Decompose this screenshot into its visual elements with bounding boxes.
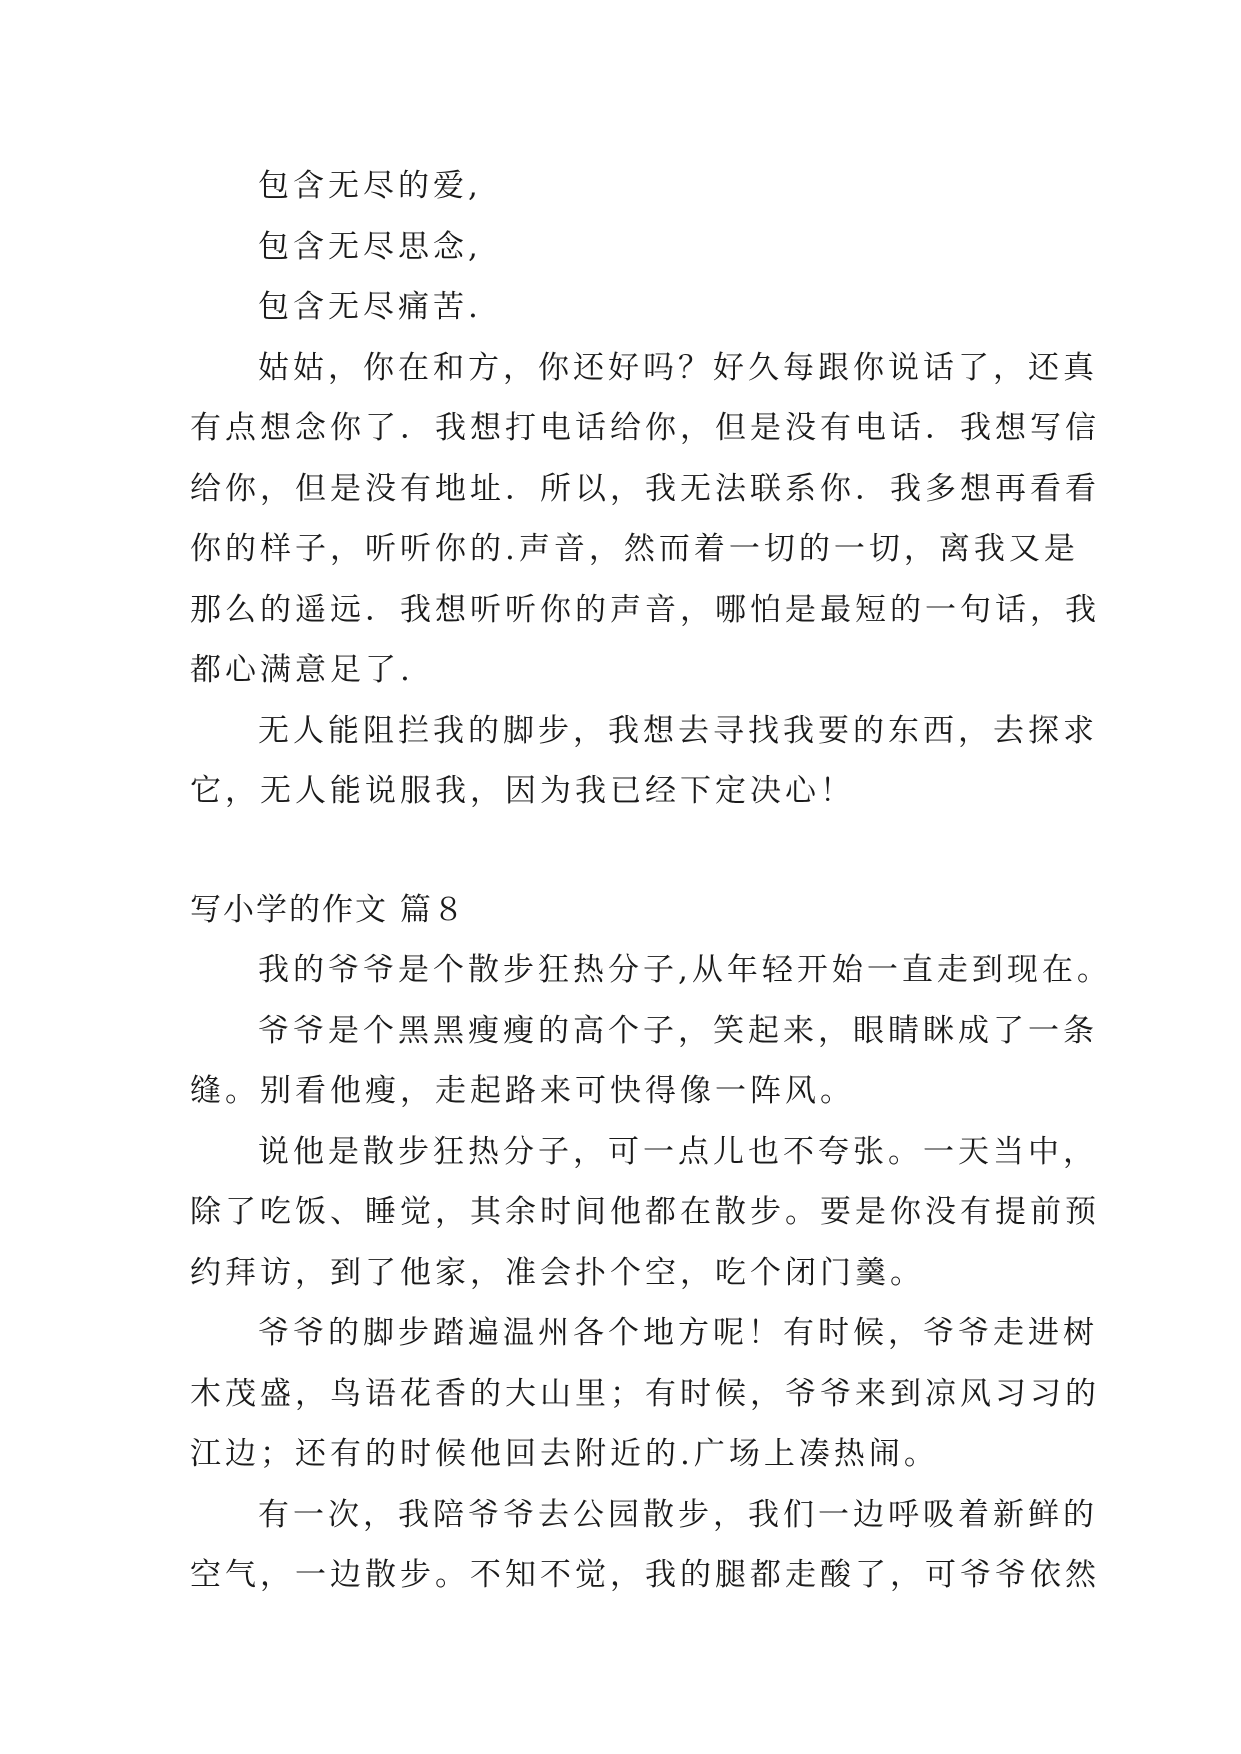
text-line: 那么的遥远．我想听听你的声音，哪怕是最短的一句话，我	[190, 591, 1100, 628]
text-line: 有点想念你了．我想打电话给你，但是没有电话．我想写信	[190, 410, 1100, 446]
paragraph	[190, 1001, 1098, 1122]
text-line: 无人能阻拦我的脚步，我想去寻找我要的东西，去探求	[258, 712, 1098, 749]
paragraph	[190, 940, 1112, 1001]
poem-line: 包含无尽思念,	[258, 228, 482, 265]
text-line: 爷爷的脚步踏遍温州各个地方呢！有时候，爷爷走进树	[258, 1315, 1098, 1351]
text-line: 约拜访，到了他家，准会扑个空，吃个闭门羹。	[190, 1254, 925, 1291]
document-body	[190, 156, 1112, 1606]
text-line: 我的爷爷是个散步狂热分子,从年轻开始一直走到现在。	[258, 952, 1112, 988]
text-line: 除了吃饭、睡觉，其余时间他都在散步。要是你没有提前预	[190, 1194, 1100, 1230]
text-line: 说他是散步狂热分子，可一点儿也不夸张。一天当中，	[258, 1133, 1098, 1170]
poem-line: 包含无尽的爱,	[258, 168, 482, 204]
paragraph	[190, 1303, 1100, 1485]
poem-line: 包含无尽痛苦.	[258, 289, 482, 325]
text-line: 姑姑，你在和方，你还好吗？好久每跟你说话了，还真	[258, 349, 1098, 386]
paragraph	[190, 1485, 1100, 1606]
text-line: 有一次，我陪爷爷去公园散步，我们一边呼吸着新鲜的	[258, 1496, 1098, 1533]
text-line: 爷爷是个黑黑瘦瘦的高个子，笑起来，眼睛眯成了一条	[258, 1012, 1098, 1049]
section-gap	[190, 822, 1060, 880]
text-line: 你的样子，听听你的.声音，然而着一切的一切，离我又是	[190, 531, 1079, 567]
text-line: 江边；还有的时候他回去附近的.广场上凑热闹。	[190, 1436, 939, 1472]
paragraph	[190, 338, 1100, 701]
text-line: 缝。别看他瘦，走起路来可快得像一阵风。	[190, 1073, 855, 1109]
paragraph	[190, 1122, 1100, 1304]
text-line: 空气，一边散步。不知不觉，我的腿都走酸了，可爷爷依然	[190, 1557, 1100, 1593]
text-line: 都心满意足了.	[190, 652, 414, 688]
paragraph	[190, 701, 1098, 822]
section-heading: 写小学的作文 篇８	[190, 891, 466, 928]
text-line: 给你，但是没有地址．所以，我无法联系你．我多想再看看	[190, 470, 1100, 507]
text-line: 它，无人能说服我，因为我已经下定决心！	[190, 773, 855, 809]
text-line: 木茂盛，鸟语花香的大山里；有时候，爷爷来到凉风习习的	[190, 1375, 1100, 1412]
